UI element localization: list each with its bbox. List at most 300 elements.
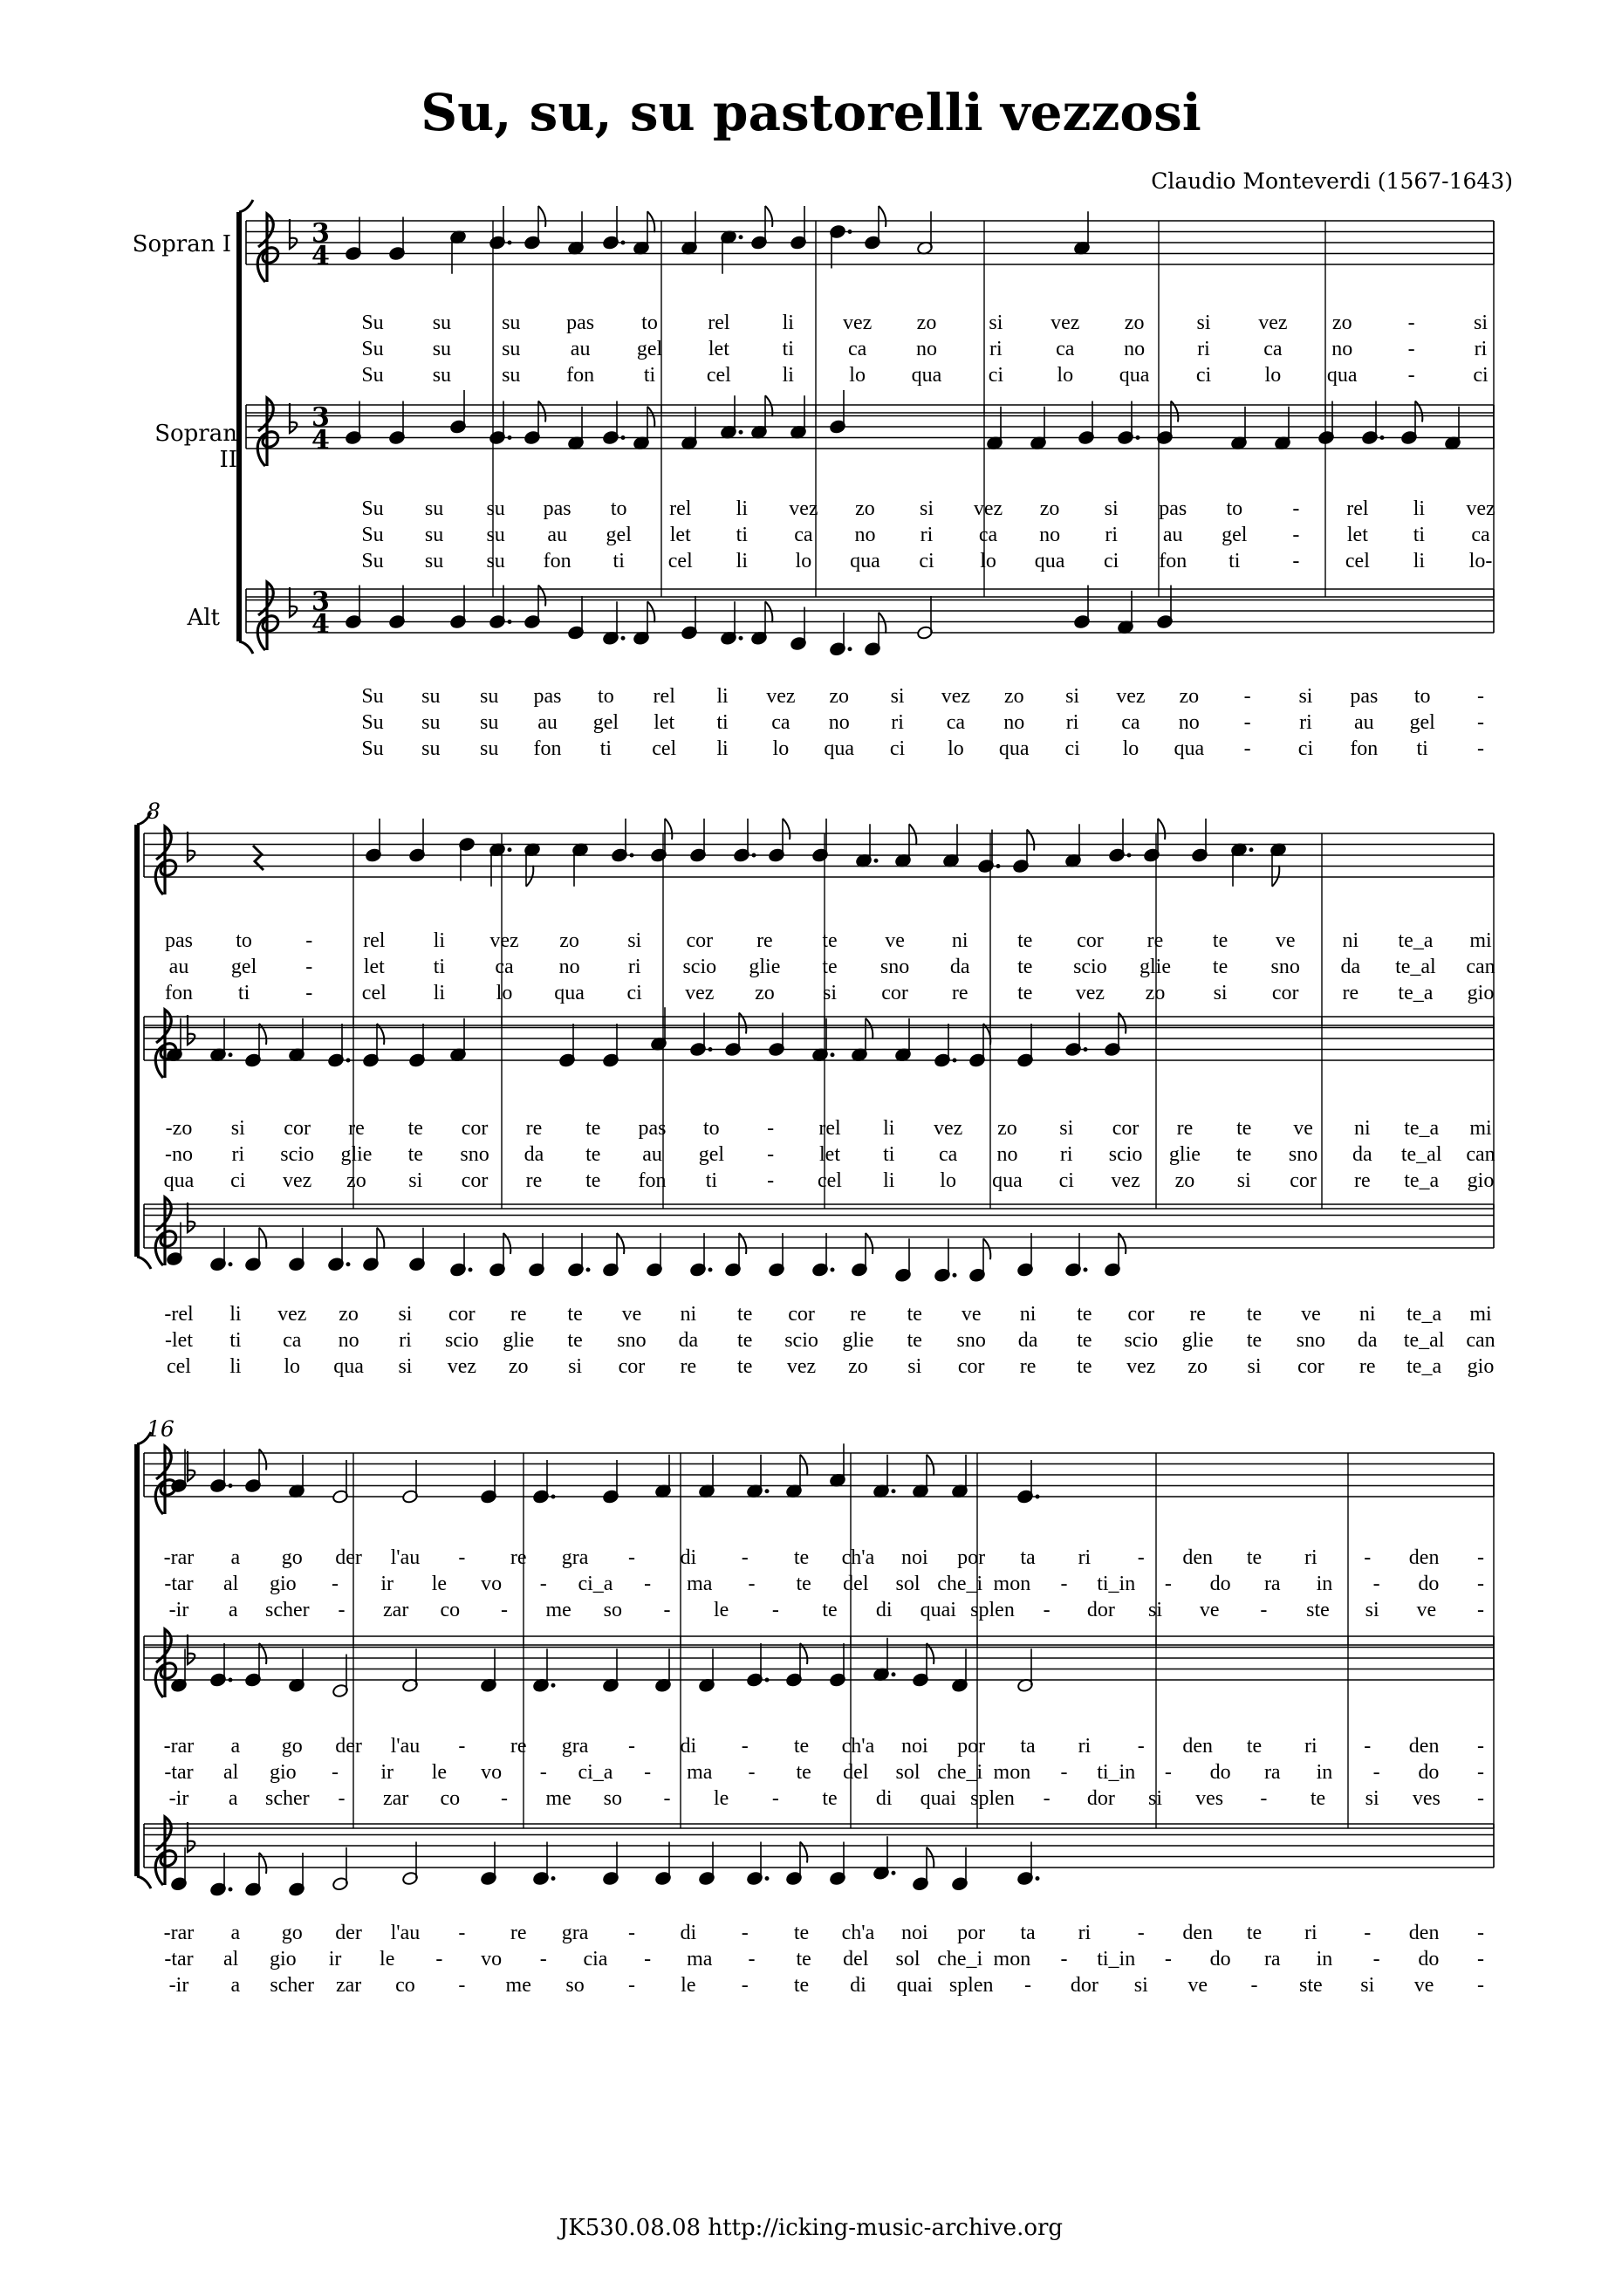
lyric-syllable: ti xyxy=(229,1329,242,1352)
lyric-syllable: si xyxy=(989,312,1003,334)
lyric-syllable: re xyxy=(1359,1355,1376,1378)
lyric-syllable: cor xyxy=(284,1117,311,1140)
lyric-syllable: re xyxy=(510,1546,527,1569)
lyric-syllable: sno xyxy=(617,1329,647,1352)
augmentation-dot xyxy=(229,1678,233,1683)
lyric-syllable: zo xyxy=(346,1169,366,1192)
lyric-syllable: go xyxy=(281,1735,303,1758)
lyric-syllable: re xyxy=(756,929,773,952)
lyric-syllable: su xyxy=(421,737,441,760)
note-flag xyxy=(1158,819,1165,840)
lyric-syllable: lo xyxy=(849,364,866,387)
lyric-syllable: qua xyxy=(998,737,1030,760)
note-flag xyxy=(1415,401,1422,422)
lyric-syllable: - xyxy=(1060,1761,1068,1784)
lyric-syllable: te xyxy=(585,1169,601,1192)
treble-clef xyxy=(257,582,277,650)
lyric-syllable: ri xyxy=(1304,1922,1317,1944)
lyric-syllable: ri xyxy=(399,1329,412,1352)
augmentation-dot xyxy=(765,1678,770,1683)
lyric-syllable: ni xyxy=(1019,1303,1037,1326)
lyric-syllable: pas xyxy=(566,312,595,334)
lyric-syllable: ti xyxy=(782,338,794,360)
augmentation-dot xyxy=(1036,1876,1040,1881)
lyric-syllable: su xyxy=(480,685,499,708)
lyric-syllable: a xyxy=(228,1787,238,1810)
lyric-syllable: do xyxy=(1418,1573,1440,1595)
lyric-syllable: ti xyxy=(883,1143,895,1166)
lyric-syllable: - xyxy=(1260,1599,1268,1621)
note-flag xyxy=(927,1455,934,1476)
lyric-syllable: ma xyxy=(687,1948,713,1970)
lyric-syllable: noi xyxy=(900,1922,928,1944)
lyric-syllable: te xyxy=(822,956,838,978)
lyric-syllable: ve xyxy=(1301,1303,1321,1326)
augmentation-dot xyxy=(1084,1268,1088,1272)
lyric-syllable: l'au xyxy=(390,1735,421,1758)
lyric-syllable: splen xyxy=(948,1974,994,1997)
lyric-syllable: da xyxy=(1357,1329,1378,1352)
lyric-syllable: so xyxy=(565,1974,585,1997)
lyric-syllable: te xyxy=(793,1546,810,1569)
lyric-syllable: scio xyxy=(445,1329,479,1352)
lyric-syllable: vez xyxy=(842,312,873,334)
lyric-syllable: Su xyxy=(361,312,384,334)
time-signature-denominator: 4 xyxy=(311,425,330,456)
lyric-syllable: ci xyxy=(1473,364,1489,387)
lyric-syllable: ca xyxy=(495,956,514,978)
lyric-syllable: cor xyxy=(1077,929,1104,952)
lyric-syllable: - xyxy=(1364,1735,1372,1758)
lyric-syllable: ti xyxy=(1228,550,1241,572)
augmentation-dot xyxy=(1084,1047,1088,1052)
lyric-syllable: - xyxy=(1043,1599,1051,1621)
lyric-syllable: glie xyxy=(749,956,781,978)
lyric-syllable: - xyxy=(1477,1948,1484,1970)
lyric-syllable: da xyxy=(524,1143,544,1166)
lyric-syllable: in xyxy=(1316,1948,1333,1970)
lyric-syllable: te xyxy=(1077,1355,1092,1378)
treble-clef xyxy=(155,1010,175,1078)
lyric-syllable: - xyxy=(1043,1787,1051,1810)
lyric-syllable: a xyxy=(228,1599,238,1621)
lyric-syllable: quai xyxy=(920,1787,956,1810)
lyric-syllable: ves xyxy=(1195,1787,1224,1810)
lyric-syllable: mon xyxy=(993,1573,1031,1595)
lyric-syllable: - xyxy=(1407,338,1415,360)
lyric-syllable: den xyxy=(1408,1735,1440,1758)
lyric-syllable: te xyxy=(1246,1922,1263,1944)
lyric-syllable: - xyxy=(1243,711,1251,734)
lyric-syllable: qua xyxy=(1326,364,1358,387)
treble-clef xyxy=(155,826,175,894)
lyric-syllable: to xyxy=(703,1117,720,1140)
time-signature-numerator: 3 xyxy=(311,402,330,433)
lyric-syllable: rel xyxy=(653,685,675,708)
lyric-syllable: -rar xyxy=(163,1735,195,1758)
lyric-syllable: cor xyxy=(1290,1169,1317,1192)
lyric-syllable: - xyxy=(458,1735,466,1758)
lyric-syllable: gra xyxy=(561,1922,589,1944)
augmentation-dot xyxy=(1380,435,1385,440)
lyric-syllable: ri xyxy=(920,524,934,546)
lyric-syllable: al xyxy=(223,1761,239,1784)
lyric-syllable: fon xyxy=(533,737,562,760)
lyric-syllable: - xyxy=(1372,1573,1380,1595)
note-flag xyxy=(1027,830,1034,851)
note-flag xyxy=(647,407,654,428)
lyric-syllable: si xyxy=(398,1303,413,1326)
lyric-syllable: au xyxy=(1162,524,1183,546)
lyric-syllable: te xyxy=(822,1787,838,1810)
lyric-syllable: to xyxy=(598,685,614,708)
lyric-syllable: - xyxy=(1292,497,1300,520)
lyric-syllable: si xyxy=(230,1117,245,1140)
lyric-syllable: - xyxy=(1477,1599,1484,1621)
lyric-syllable: lo xyxy=(1057,364,1074,387)
lyric-syllable: zo xyxy=(848,1355,868,1378)
lyric-syllable: - xyxy=(332,1761,339,1784)
lyric-syllable: - xyxy=(771,1599,779,1621)
lyric-syllable: cel xyxy=(667,550,693,572)
lyric-syllable: to xyxy=(236,929,252,952)
lyric-syllable: do xyxy=(1418,1761,1440,1784)
lyric-syllable: li xyxy=(782,312,794,334)
lyric-syllable: te xyxy=(1246,1329,1263,1352)
lyric-syllable: Su xyxy=(361,497,384,520)
lyric-syllable: -tar xyxy=(164,1948,194,1970)
lyric-syllable: si xyxy=(1365,1787,1379,1810)
lyric-syllable: si xyxy=(1147,1787,1163,1810)
lyric-syllable: splen xyxy=(970,1787,1015,1810)
lyric-syllable: -ir xyxy=(168,1599,189,1621)
lyric-syllable: te xyxy=(793,1922,810,1944)
lyric-syllable: glie xyxy=(1168,1143,1201,1166)
lyric-syllable: den xyxy=(1408,1922,1440,1944)
lyric-syllable: in xyxy=(1316,1761,1333,1784)
lyric-syllable: si xyxy=(1196,312,1211,334)
lyric-syllable: te xyxy=(793,1974,810,1997)
augmentation-dot xyxy=(953,1059,957,1063)
lyric-syllable: re xyxy=(680,1355,697,1378)
lyric-syllable: su xyxy=(502,364,521,387)
lyric-syllable: mon xyxy=(993,1761,1031,1784)
lyric-syllable: do xyxy=(1209,1761,1231,1784)
augmentation-dot xyxy=(739,430,743,435)
lyric-syllable: si xyxy=(1236,1169,1251,1192)
lyric-syllable: do xyxy=(1209,1573,1231,1595)
lyric-syllable: - xyxy=(435,1948,443,1970)
lyric-syllable: re xyxy=(951,982,968,1004)
augmentation-dot xyxy=(765,1876,770,1881)
lyric-syllable: ri xyxy=(231,1143,245,1166)
lyric-syllable: no xyxy=(1003,711,1025,734)
lyric-syllable: ra xyxy=(1263,1573,1281,1595)
lyric-syllable: ni xyxy=(680,1303,697,1326)
lyric-syllable: pas xyxy=(638,1117,667,1140)
lyric-syllable: Su xyxy=(361,338,384,360)
lyric-syllable: lo xyxy=(1264,364,1282,387)
note-flag xyxy=(647,601,654,622)
lyric-syllable: cel xyxy=(167,1355,191,1378)
lyric-syllable: - xyxy=(1060,1573,1068,1595)
lyric-syllable: te xyxy=(796,1761,811,1784)
lyric-syllable: si xyxy=(1133,1974,1148,1997)
lyric-syllable: do xyxy=(1209,1948,1231,1970)
lyric-syllable: su xyxy=(424,524,444,546)
lyric-syllable: fon xyxy=(1159,550,1187,572)
lyric-syllable: den xyxy=(1182,1735,1213,1758)
lyric-syllable: - xyxy=(458,1922,466,1944)
lyric-syllable: qua xyxy=(824,737,855,760)
lyric-syllable: ri xyxy=(1304,1735,1317,1758)
lyric-syllable: zar xyxy=(383,1599,409,1621)
lyric-syllable: ti xyxy=(643,364,656,387)
lyric-syllable: li xyxy=(229,1355,242,1378)
lyric-syllable: ve xyxy=(1413,1974,1434,1997)
lyric-syllable: si xyxy=(919,497,934,520)
lyric-syllable: ve xyxy=(1187,1974,1208,1997)
lyric-syllable: scher xyxy=(265,1599,310,1621)
lyric-syllable: li xyxy=(433,982,446,1004)
lyric-syllable: ci xyxy=(988,364,1004,387)
lyric-syllable: ci xyxy=(230,1169,246,1192)
lyric-syllable: ste xyxy=(1306,1599,1330,1621)
treble-clef-glyph xyxy=(155,826,175,894)
lyric-syllable: - xyxy=(644,1761,652,1784)
lyric-syllable: zo xyxy=(339,1303,359,1326)
lyric-syllable: pas xyxy=(533,685,562,708)
lyric-syllable: te xyxy=(1212,929,1228,952)
lyric-syllable: al xyxy=(223,1573,239,1595)
lyric-syllable: qua xyxy=(1119,364,1150,387)
flat-sign xyxy=(188,1635,195,1664)
lyric-syllable: ti xyxy=(736,524,749,546)
lyric-syllable: Su xyxy=(361,364,384,387)
lyric-syllable: - xyxy=(1477,1787,1484,1810)
note-flag xyxy=(1119,1013,1126,1034)
augmentation-dot xyxy=(551,1495,556,1499)
lyric-syllable: ve xyxy=(1416,1599,1437,1621)
flat-sign xyxy=(290,587,297,617)
lyric-syllable: - xyxy=(1477,1761,1484,1784)
lyric-syllable: ta xyxy=(1020,1546,1036,1569)
lyric-syllable: ti xyxy=(716,711,729,734)
lyric-syllable: no xyxy=(828,711,850,734)
lyric-syllable: che_i xyxy=(937,1948,983,1970)
lyric-syllable: no xyxy=(1178,711,1200,734)
augmentation-dot xyxy=(508,620,512,624)
lyric-syllable: di xyxy=(875,1787,893,1810)
lyric-syllable: li xyxy=(883,1117,895,1140)
lyric-syllable: si xyxy=(568,1355,583,1378)
lyric-syllable: fon xyxy=(638,1169,667,1192)
lyric-syllable: no xyxy=(916,338,937,360)
lyric-syllable: - xyxy=(1477,1546,1484,1569)
lyric-syllable: li xyxy=(1413,550,1426,572)
lyric-syllable: che_i xyxy=(937,1761,983,1784)
lyric-syllable: ca xyxy=(771,711,790,734)
composer-credit: Claudio Monteverdi (1567-1643) xyxy=(1151,168,1513,194)
lyric-syllable: - xyxy=(1164,1573,1172,1595)
lyric-syllable: ta xyxy=(1020,1735,1036,1758)
lyric-syllable: cel xyxy=(652,737,677,760)
lyric-syllable: vez xyxy=(489,929,519,952)
lyric-syllable: rel xyxy=(363,929,386,952)
lyric-syllable: - xyxy=(1364,1546,1372,1569)
lyric-syllable: sno xyxy=(1270,956,1300,978)
lyric-syllable: vez xyxy=(1116,685,1146,708)
lyric-syllable: ve xyxy=(885,929,905,952)
lyric-syllable: zo xyxy=(1124,312,1145,334)
voice-label-sopran-1: Sopran I xyxy=(132,231,231,257)
lyric-syllable: quai xyxy=(920,1599,956,1621)
lyric-syllable: lo xyxy=(1122,737,1140,760)
time-signature-denominator: 4 xyxy=(311,241,330,271)
lyric-syllable: - xyxy=(1024,1974,1032,1997)
lyric-syllable: su xyxy=(502,312,521,334)
lyric-syllable: - xyxy=(741,1974,749,1997)
lyric-syllable: - xyxy=(1372,1948,1380,1970)
lyric-syllable: zo xyxy=(755,982,775,1004)
lyric-syllable: Su xyxy=(361,737,384,760)
lyric-syllable: vez xyxy=(941,685,971,708)
lyric-syllable: vo xyxy=(481,1948,503,1970)
lyric-syllable: lo xyxy=(980,550,996,572)
lyric-syllable: dor xyxy=(1086,1787,1115,1810)
lyric-syllable: pas xyxy=(543,497,571,520)
lyric-syllable: lo- xyxy=(1468,550,1493,572)
lyric-syllable: te_al xyxy=(1403,1329,1445,1352)
lyric-syllable: li xyxy=(1413,497,1426,520)
lyric-syllable: co xyxy=(395,1974,415,1997)
lyric-syllable: gel xyxy=(230,956,257,978)
lyric-syllable: Su xyxy=(361,685,384,708)
lyric-syllable: let xyxy=(363,956,385,978)
lyric-syllable: scher xyxy=(265,1787,310,1810)
lyric-syllable: cel xyxy=(1345,550,1370,572)
note-flag xyxy=(1272,866,1279,887)
lyric-syllable: su xyxy=(486,550,505,572)
lyric-syllable: let xyxy=(708,338,729,360)
lyric-syllable: te xyxy=(585,1117,601,1140)
lyric-syllable: -no xyxy=(165,1143,193,1166)
lyric-syllable: te_a xyxy=(1404,1117,1440,1140)
lyric-syllable: glie xyxy=(842,1329,874,1352)
note-flag xyxy=(1171,401,1178,422)
lyric-syllable: re xyxy=(525,1169,543,1192)
lyric-syllable: li xyxy=(716,685,729,708)
lyric-syllable: di xyxy=(680,1546,697,1569)
lyric-syllable: l'au xyxy=(390,1922,421,1944)
lyric-syllable: - xyxy=(501,1599,508,1621)
lyric-syllable: te_al xyxy=(1395,956,1436,978)
lyric-syllable: del xyxy=(843,1948,869,1970)
page-title: Su, su, su pastorelli vezzosi xyxy=(421,83,1201,142)
lyric-syllable: gio xyxy=(1467,1355,1495,1378)
note-flag xyxy=(617,1233,624,1254)
lyric-syllable: ri xyxy=(1474,338,1488,360)
lyric-syllable: - xyxy=(539,1761,547,1784)
lyric-syllable: su xyxy=(432,312,452,334)
treble-clef-glyph xyxy=(257,214,277,282)
lyric-syllable: le xyxy=(714,1787,729,1810)
lyric-syllable: let xyxy=(654,711,675,734)
lyric-syllable: si xyxy=(1473,312,1489,334)
lyric-syllable: te_a xyxy=(1398,982,1434,1004)
note-flag xyxy=(526,866,533,887)
lyric-syllable: sol xyxy=(895,1948,921,1970)
note-flag xyxy=(377,1024,384,1045)
lyric-syllable: ma xyxy=(687,1761,713,1784)
lyric-syllable: gio xyxy=(1467,1169,1495,1192)
lyric-syllable: qua xyxy=(992,1169,1023,1192)
lyric-syllable: cor xyxy=(461,1117,489,1140)
lyric-syllable: ve xyxy=(621,1303,642,1326)
lyric-syllable: - xyxy=(1477,711,1484,734)
lyric-syllable: gel xyxy=(698,1143,725,1166)
lyric-syllable: ni xyxy=(951,929,968,952)
lyric-syllable: scio xyxy=(1124,1329,1159,1352)
lyric-syllable: no xyxy=(996,1143,1018,1166)
lyric-syllable: vez xyxy=(447,1355,477,1378)
lyric-syllable: por xyxy=(957,1546,986,1569)
lyric-syllable: zo xyxy=(916,312,937,334)
lyric-syllable: qua xyxy=(554,982,585,1004)
lyric-syllable: - xyxy=(539,1948,547,1970)
lyric-syllable: noi xyxy=(900,1735,928,1758)
note-flag xyxy=(377,1228,384,1249)
lyric-syllable: sno xyxy=(1288,1143,1318,1166)
lyric-syllable: let xyxy=(669,524,691,546)
lyric-syllable: au xyxy=(547,524,567,546)
lyric-syllable: der xyxy=(335,1735,362,1758)
lyric-syllable: te xyxy=(1017,929,1033,952)
lyric-syllable: vez xyxy=(1258,312,1288,334)
lyric-syllable: - xyxy=(1477,1573,1484,1595)
lyric-syllable: - xyxy=(663,1599,671,1621)
augmentation-dot xyxy=(708,1047,713,1052)
lyric-syllable: li xyxy=(736,497,749,520)
lyric-syllable: da xyxy=(949,956,970,978)
lyric-syllable: vez xyxy=(277,1303,307,1326)
lyric-syllable: su xyxy=(502,338,521,360)
lyric-syllable: ch'a xyxy=(841,1735,875,1758)
voice-label-alt: Alt xyxy=(187,605,220,631)
lyric-syllable: dor xyxy=(1070,1974,1098,1997)
note-flag xyxy=(983,1238,990,1259)
lyric-syllable: cia xyxy=(583,1948,608,1970)
lyric-syllable: si xyxy=(1065,685,1080,708)
lyric-syllable: li xyxy=(782,364,794,387)
lyric-syllable: cor xyxy=(957,1355,985,1378)
lyric-syllable: to xyxy=(1226,497,1243,520)
augmentation-dot xyxy=(621,241,626,245)
lyric-syllable: in xyxy=(1316,1573,1333,1595)
lyric-syllable: l'au xyxy=(390,1546,421,1569)
lyric-syllable: mi xyxy=(1469,1117,1492,1140)
lyric-syllable: - xyxy=(1137,1546,1145,1569)
lyric-syllable: di xyxy=(850,1974,866,1997)
lyric-syllable: le xyxy=(380,1948,395,1970)
lyric-syllable: vez xyxy=(1075,982,1105,1004)
lyric-syllable: lo xyxy=(795,550,812,572)
lyric-syllable: vez xyxy=(685,982,715,1004)
augmentation-dot xyxy=(346,1262,351,1266)
lyric-syllable: ri xyxy=(1078,1922,1092,1944)
lyric-syllable: le xyxy=(431,1573,448,1595)
lyric-syllable: te xyxy=(737,1355,753,1378)
